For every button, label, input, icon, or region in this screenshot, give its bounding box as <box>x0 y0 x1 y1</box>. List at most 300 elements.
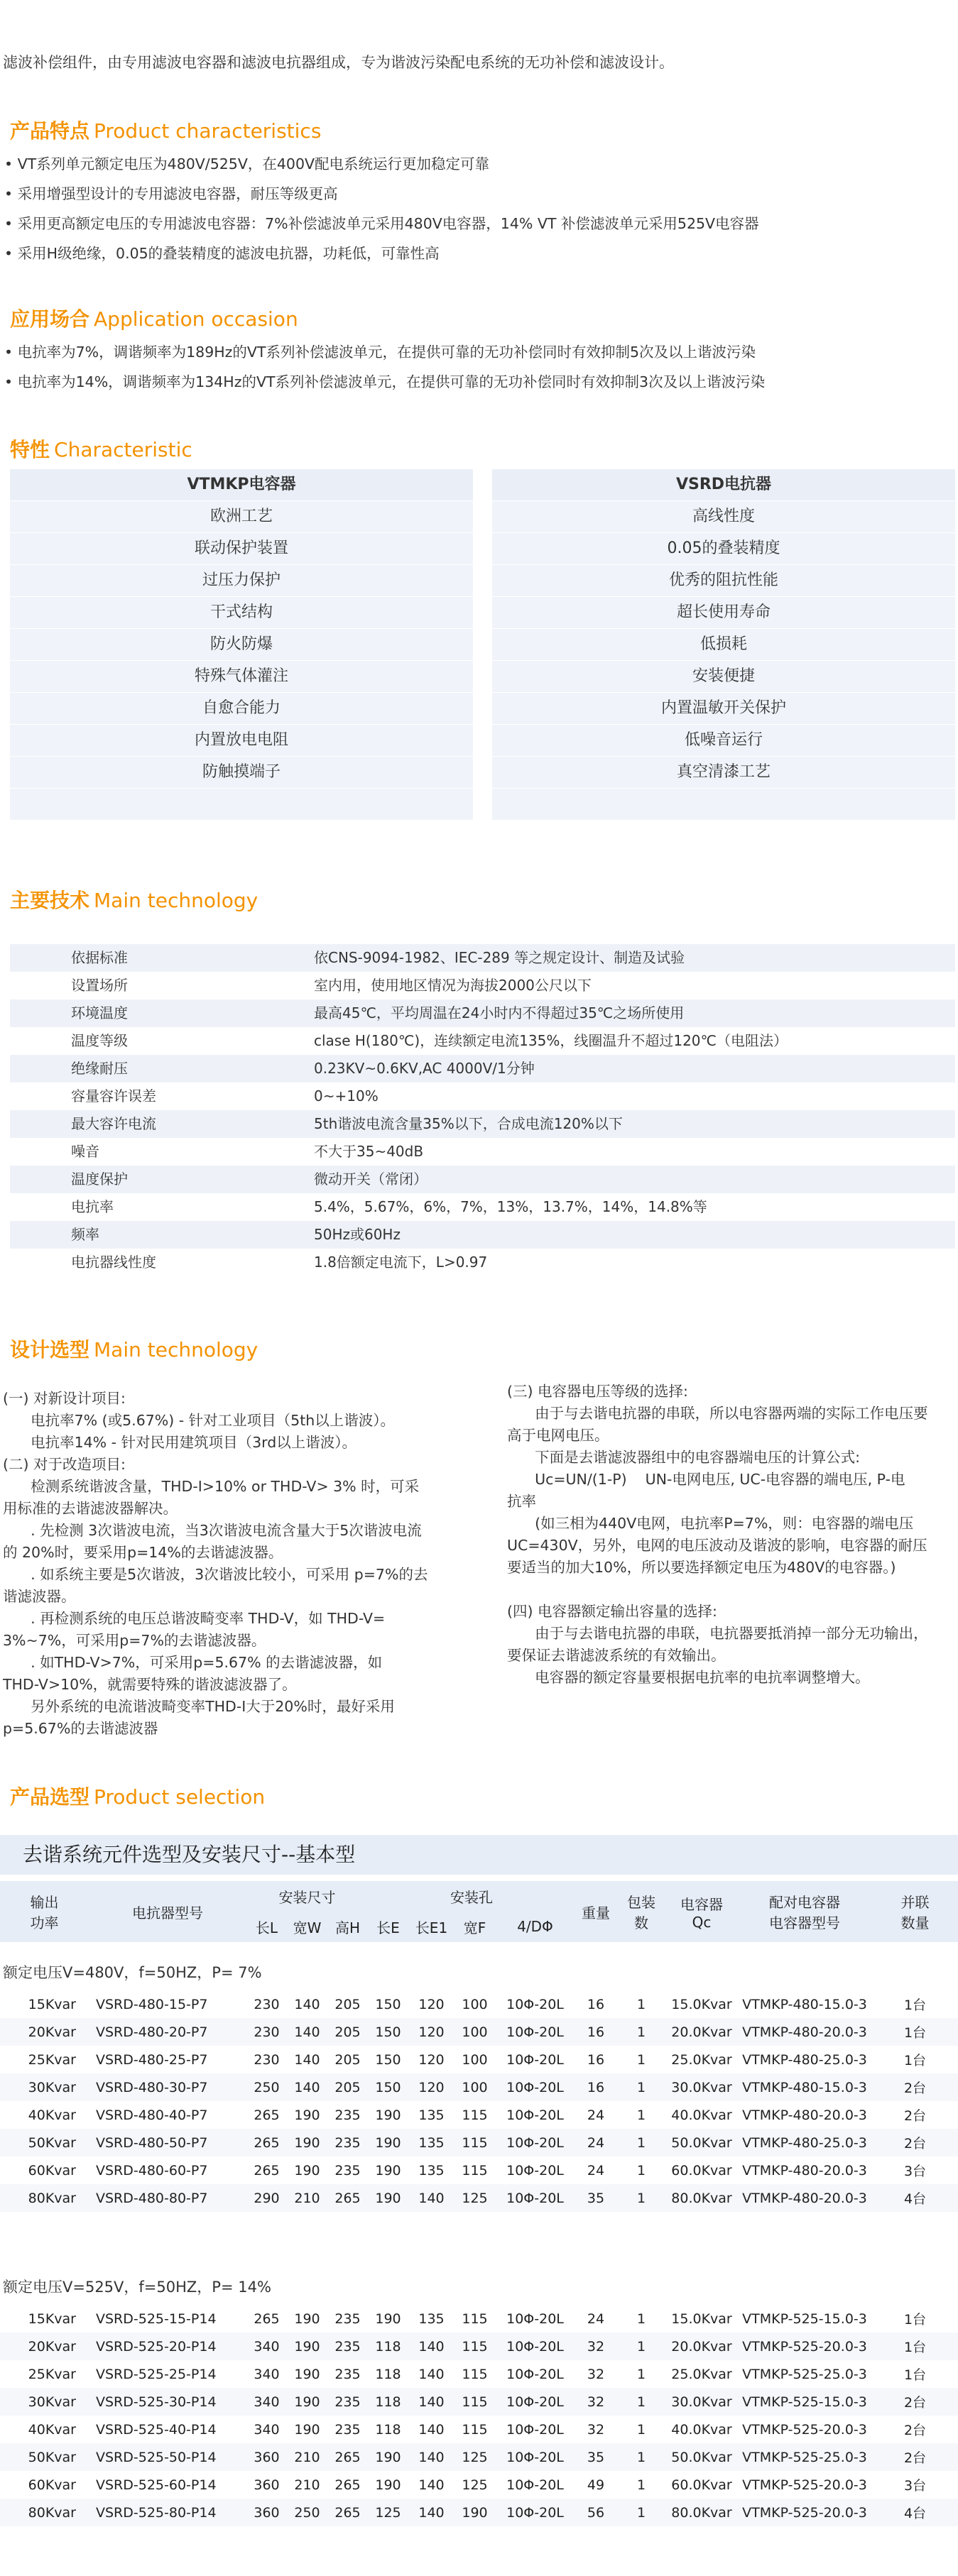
list-item: • 采用增强型设计的专用滤波电容器，耐压等级更高 <box>4 179 759 209</box>
table-cell: 190 <box>368 2129 408 2156</box>
table-cell: 1台 <box>872 2360 958 2388</box>
table-cell: 210 <box>287 2443 327 2471</box>
table-cell: 190 <box>287 2333 327 2360</box>
table-cell: 1 <box>616 2333 666 2360</box>
table-cell: 120 <box>408 1990 454 2018</box>
table-cell: 100 <box>454 2018 495 2046</box>
table-cell: 24 <box>575 2101 616 2129</box>
table-cell: VTMKP-525-15.0-3 <box>737 2388 872 2416</box>
table-cell: 290 <box>246 2184 287 2212</box>
header-cap-model: 配对电容器 电容器型号 <box>737 1881 872 1942</box>
main-tech-title-en: Main technology <box>94 889 258 912</box>
table-cell: 35 <box>575 2443 616 2471</box>
table-cell: 360 <box>246 2499 287 2526</box>
table-row <box>0 2018 958 2046</box>
features-title-en: Product characteristics <box>94 119 322 143</box>
spec-value: 室内用，使用地区情况为海拔2000公尺以下 <box>314 977 592 994</box>
spec-value: 50Hz或60Hz <box>314 1226 401 1243</box>
main-tech-title-cn: 主要技术 <box>10 889 90 912</box>
table-cell: VSRD-525-50-P14 <box>89 2443 246 2471</box>
table-cell: VSRD-480-30-P7 <box>89 2073 246 2101</box>
table-cell: 10Φ-20L <box>495 2360 575 2388</box>
table-cell: 2台 <box>872 2388 958 2416</box>
table-row <box>10 972 955 999</box>
table-cell: 2台 <box>872 2101 958 2129</box>
design-line: . 再检测系统的电压总谐波畸变率 THD-V，如 THD-V= <box>3 1610 386 1627</box>
reactor-head: VSRD电抗器 <box>492 469 955 500</box>
table-cell: 10Φ-20L <box>495 2184 575 2212</box>
table-row <box>0 2471 958 2499</box>
table-cell: 190 <box>454 2499 495 2526</box>
design-line <box>507 1579 928 1601</box>
table-cell: 40.0Kvar <box>666 2416 737 2443</box>
spec-value: 5.4%，5.67%，6%，7%，13%，13.7%，14%，14.8%等 <box>314 1198 707 1215</box>
spec-value: 1.8倍额定电流下，L>0.97 <box>314 1254 488 1271</box>
table-cell: 140 <box>408 2388 454 2416</box>
table-cell: 265 <box>246 2101 287 2129</box>
table-cell: 10Φ-20L <box>495 2499 575 2526</box>
table-cell: 120 <box>408 2046 454 2073</box>
table-cell: 140 <box>408 2416 454 2443</box>
table-cell: VTMKP-480-15.0-3 <box>737 1990 872 2018</box>
design-line: (三) 电容器电压等级的选择: <box>507 1383 688 1400</box>
table-cell: VSRD-525-60-P14 <box>89 2471 246 2499</box>
design-line: p=5.67%的去谐滤波器 <box>3 1720 158 1737</box>
table-cell: 115 <box>454 2129 495 2156</box>
spec-value: 依CNS-9094-1982、IEC-289 等之规定设计、制造及试验 <box>314 949 685 966</box>
design-line: 电容器的额定容量要根据电抗率的电抗率调整增大。 <box>507 1669 870 1686</box>
table-cell: 125 <box>454 2471 495 2499</box>
table-cell: 135 <box>408 2101 454 2129</box>
spec-key: 最大容许电流 <box>71 1115 156 1132</box>
header-pack: 包装 数 <box>616 1881 666 1942</box>
table-row <box>10 1055 955 1083</box>
table-cell: 10Φ-20L <box>495 1990 575 2018</box>
spec-key: 容量容许误差 <box>71 1087 156 1105</box>
spec-key: 依据标准 <box>71 949 128 966</box>
capacitor-column <box>10 469 473 821</box>
table-row: 欧洲工艺 <box>10 501 473 532</box>
table-cell: 235 <box>327 2305 368 2333</box>
table-cell: 140 <box>408 2360 454 2388</box>
design-line: 由于与去谐电抗器的串联，电抗器要抵消掉一部分无功输出， <box>507 1625 928 1642</box>
table-cell: VSRD-525-80-P14 <box>89 2499 246 2526</box>
table-cell: VTMKP-525-20.0-3 <box>737 2416 872 2443</box>
spec-key: 频率 <box>71 1226 99 1243</box>
table-cell: 1 <box>616 2471 666 2499</box>
spec-value: 0~+10% <box>314 1087 379 1105</box>
table-cell: 24 <box>575 2129 616 2156</box>
table-cell: 115 <box>454 2416 495 2443</box>
table-cell: VSRD-480-50-P7 <box>89 2129 246 2156</box>
header-qc: 电容器 Qc <box>666 1881 737 1942</box>
table-cell: 140 <box>408 2471 454 2499</box>
characteristic-table <box>10 469 955 824</box>
spec-key: 电抗率 <box>71 1198 114 1215</box>
table-cell: 340 <box>246 2360 287 2388</box>
table-cell: 205 <box>327 2018 368 2046</box>
main-tech-table <box>10 944 955 1276</box>
table-cell: 40Kvar <box>0 2416 89 2443</box>
table-cell: 100 <box>454 1990 495 2018</box>
table-cell: VSRD-480-60-P7 <box>89 2156 246 2184</box>
application-list <box>4 337 765 397</box>
header-W: 宽W <box>287 1911 327 1942</box>
table-row <box>0 2073 958 2101</box>
table-row <box>10 1193 955 1221</box>
table-cell: 150 <box>368 2018 408 2046</box>
table-cell: 265 <box>327 2184 368 2212</box>
header-L: 长L <box>246 1911 287 1942</box>
design-line: . 如系统主要是5次谐波，3次谐波比较小，可采用 p=7%的去 <box>3 1566 428 1583</box>
table-cell: 35 <box>575 2184 616 2212</box>
design-line: 电抗率14% - 针对民用建筑项目（3rd以上谐波）。 <box>3 1434 356 1451</box>
table-cell: 235 <box>327 2388 368 2416</box>
table-cell: 235 <box>327 2101 368 2129</box>
table-row: 安装便捷 <box>492 661 955 692</box>
table-cell: 10Φ-20L <box>495 2471 575 2499</box>
table-cell: 16 <box>575 2018 616 2046</box>
selection-title <box>10 1782 265 1810</box>
table-cell: 10Φ-20L <box>495 2443 575 2471</box>
table-cell: 210 <box>287 2471 327 2499</box>
table-cell: 1 <box>616 2499 666 2526</box>
application-title <box>10 304 298 332</box>
table-cell: VSRD-480-15-P7 <box>89 1990 246 2018</box>
table-cell: 235 <box>327 2156 368 2184</box>
table-row <box>0 2499 958 2526</box>
design-line: 检测系统谐波含量，THD-I>10% or THD-V> 3% 时，可采 <box>3 1478 420 1495</box>
table-cell: 10Φ-20L <box>495 2388 575 2416</box>
table-cell: 190 <box>368 2443 408 2471</box>
table-cell: 340 <box>246 2388 287 2416</box>
design-line: 的 20%时，要采用p=14%的去谐滤波器。 <box>3 1544 283 1561</box>
list-item: • 采用更高额定电压的专用滤波电容器：7%补偿滤波单元采用480V电容器，14% VT 补偿滤波单元采用525V电容器 <box>4 209 759 239</box>
table-cell: 1 <box>616 2416 666 2443</box>
table-row <box>0 2388 958 2416</box>
table-row: 特殊气体灌注 <box>10 661 473 692</box>
selection-table-480 <box>0 1990 958 2212</box>
table-row <box>0 2046 958 2073</box>
table-cell: 250 <box>287 2499 327 2526</box>
table-cell: 10Φ-20L <box>495 2305 575 2333</box>
table-cell: 80.0Kvar <box>666 2184 737 2212</box>
design-line: 抗率 <box>507 1493 536 1510</box>
table-cell: 135 <box>408 2156 454 2184</box>
spec-key: 绝缘耐压 <box>71 1060 128 1077</box>
table-row <box>0 2184 958 2212</box>
table-cell: VTMKP-525-20.0-3 <box>737 2333 872 2360</box>
table-cell: 10Φ-20L <box>495 2129 575 2156</box>
table-cell: 115 <box>454 2101 495 2129</box>
table-cell: 20Kvar <box>0 2333 89 2360</box>
table-cell: 25Kvar <box>0 2360 89 2388</box>
table-cell: 140 <box>408 2333 454 2360</box>
table-cell: 4台 <box>872 2184 958 2212</box>
table-row: 干式结构 <box>10 597 473 628</box>
table-cell: VTMKP-480-20.0-3 <box>737 2018 872 2046</box>
table-cell: 190 <box>368 2156 408 2184</box>
table-cell: 115 <box>454 2388 495 2416</box>
table-cell: 3台 <box>872 2156 958 2184</box>
design-line: (一) 对新设计项目: <box>3 1390 126 1407</box>
table-cell: 10Φ-20L <box>495 2156 575 2184</box>
table-row: 内置温敏开关保护 <box>492 693 955 724</box>
table-cell: VTMKP-480-20.0-3 <box>737 2156 872 2184</box>
list-item: • 电抗率为14%，调谐频率为134Hz的VT系列补偿滤波单元，在提供可靠的无功补偿同时有效抑制3次及以上谐波污染 <box>4 367 765 397</box>
design-line: UC=430V，另外，电网的电压波动及谐波的影响，电容器的耐压 <box>507 1537 927 1554</box>
table-cell: 140 <box>287 2073 327 2101</box>
table-row: 内置放电电阻 <box>10 725 473 756</box>
table-row <box>10 1110 955 1138</box>
table-row <box>0 2416 958 2443</box>
table-cell: 125 <box>454 2443 495 2471</box>
table-cell: 250 <box>246 2073 287 2101</box>
table-row <box>10 1083 955 1110</box>
design-right-text <box>507 1381 928 1689</box>
table-row <box>10 1027 955 1055</box>
table-cell: 135 <box>408 2305 454 2333</box>
table-cell: 120 <box>408 2018 454 2046</box>
design-title-en: Main technology <box>94 1338 258 1361</box>
list-item: • 采用H级绝缘，0.05的叠装精度的滤波电抗器，功耗低，可靠性高 <box>4 239 759 268</box>
table-cell: 80Kvar <box>0 2184 89 2212</box>
table-cell: 140 <box>408 2184 454 2212</box>
characteristic-title-cn: 特性 <box>10 438 50 461</box>
table-cell: VSRD-480-20-P7 <box>89 2018 246 2046</box>
table-row <box>10 1138 955 1166</box>
table-cell: 340 <box>246 2333 287 2360</box>
table-cell: 2台 <box>872 2416 958 2443</box>
table-cell: 100 <box>454 2046 495 2073</box>
design-title <box>10 1334 258 1363</box>
table-cell: 25.0Kvar <box>666 2360 737 2388</box>
table-cell: VSRD-525-25-P14 <box>89 2360 246 2388</box>
table-cell: 10Φ-20L <box>495 2018 575 2046</box>
table-cell: VTMKP-525-25.0-3 <box>737 2360 872 2388</box>
table-row <box>0 2333 958 2360</box>
table-cell: 235 <box>327 2129 368 2156</box>
spec-key: 噪音 <box>71 1143 99 1160</box>
table-cell: 50Kvar <box>0 2129 89 2156</box>
header-install-size: 安装尺寸 <box>246 1881 368 1911</box>
features-list <box>4 149 759 268</box>
spec-key: 温度等级 <box>71 1032 128 1049</box>
table-cell: 125 <box>368 2499 408 2526</box>
table-cell: VSRD-525-20-P14 <box>89 2333 246 2360</box>
table-cell: 115 <box>454 2360 495 2388</box>
table-cell: 140 <box>287 2046 327 2073</box>
spec-key: 温度保护 <box>71 1171 128 1188</box>
table-cell: VTMKP-480-15.0-3 <box>737 2073 872 2101</box>
table-cell: VTMKP-480-25.0-3 <box>737 2046 872 2073</box>
table-cell: 190 <box>368 2471 408 2499</box>
table-cell: 1 <box>616 2101 666 2129</box>
table-cell: 1台 <box>872 2333 958 2360</box>
table-cell: 118 <box>368 2333 408 2360</box>
table-cell: 20Kvar <box>0 2018 89 2046</box>
design-line: 谐滤波器。 <box>3 1588 76 1605</box>
table-cell: 190 <box>287 2305 327 2333</box>
table-row: 防触摸端子 <box>10 757 473 788</box>
table-cell: 1 <box>616 1990 666 2018</box>
design-line: 要适当的加大10%，所以要选择额定电压为480V的电容器。) <box>507 1559 896 1576</box>
table-cell: 10Φ-20L <box>495 2046 575 2073</box>
table-cell: 150 <box>368 1990 408 2018</box>
table-cell: VTMKP-480-25.0-3 <box>737 2129 872 2156</box>
table-cell: 10Φ-20L <box>495 2416 575 2443</box>
table-cell: 20.0Kvar <box>666 2018 737 2046</box>
table-cell: 135 <box>408 2129 454 2156</box>
table-row <box>492 789 955 820</box>
table-row <box>0 1990 958 2018</box>
table-cell: 2台 <box>872 2129 958 2156</box>
design-line: (如三相为440V电网，电抗率P=7%，则：电容器的端电压 <box>507 1515 914 1532</box>
selection-table-header <box>0 1881 958 1942</box>
table-row <box>0 2129 958 2156</box>
table-row <box>10 1249 955 1276</box>
table-row: 超长使用寿命 <box>492 597 955 628</box>
table-cell: 1 <box>616 2073 666 2101</box>
table-cell: 140 <box>408 2499 454 2526</box>
spec-value: 最高45℃，平均周温在24小时内不得超过35℃之场所使用 <box>314 1004 685 1021</box>
selection-title-en: Product selection <box>94 1785 266 1809</box>
design-line: THD-V>10%，就需要特殊的谐波滤波器了。 <box>3 1676 297 1693</box>
table-cell: 1 <box>616 2443 666 2471</box>
table-cell: 1台 <box>872 1990 958 2018</box>
table-row <box>0 2101 958 2129</box>
table-cell: 115 <box>454 2156 495 2184</box>
table-row: 高线性度 <box>492 501 955 532</box>
table-cell: 30Kvar <box>0 2073 89 2101</box>
table-cell: 205 <box>327 2046 368 2073</box>
table-cell: 190 <box>368 2101 408 2129</box>
group-label-525: 额定电压V=525V，f=50HZ，P= 14% <box>3 2279 271 2296</box>
table-cell: 30.0Kvar <box>666 2388 737 2416</box>
design-line: (二) 对于改造项目: <box>3 1456 126 1473</box>
design-line: 要保证去谐滤波系统的有效输出。 <box>507 1647 726 1664</box>
table-cell: 20.0Kvar <box>666 2333 737 2360</box>
table-cell: 80.0Kvar <box>666 2499 737 2526</box>
table-cell: 190 <box>287 2156 327 2184</box>
table-cell: 190 <box>368 2184 408 2212</box>
table-cell: 1 <box>616 2184 666 2212</box>
characteristic-title <box>10 434 192 463</box>
table-cell: 265 <box>327 2443 368 2471</box>
table-cell: 1 <box>616 2305 666 2333</box>
table-row <box>0 2360 958 2388</box>
design-line: 另外系统的电流谐波畸变率THD-I大于20%时，最好采用 <box>3 1698 395 1715</box>
characteristic-title-en: Characteristic <box>54 438 192 461</box>
table-cell: VSRD-480-80-P7 <box>89 2184 246 2212</box>
table-cell: 16 <box>575 2073 616 2101</box>
features-title <box>10 116 321 144</box>
table-cell: 235 <box>327 2333 368 2360</box>
table-row <box>0 2305 958 2333</box>
spec-key: 环境温度 <box>71 1004 128 1021</box>
spec-value: 5th谐波电流含量35%以下，合成电流120%以下 <box>314 1115 623 1132</box>
table-cell: 15.0Kvar <box>666 1990 737 2018</box>
table-cell: 30.0Kvar <box>666 2073 737 2101</box>
table-cell: 50.0Kvar <box>666 2443 737 2471</box>
design-line: 高于电网电压。 <box>507 1427 609 1444</box>
table-cell: 60.0Kvar <box>666 2471 737 2499</box>
table-row: 0.05的叠装精度 <box>492 533 955 564</box>
table-cell: 1台 <box>872 2018 958 2046</box>
table-cell: 2台 <box>872 2443 958 2471</box>
intro-text: 滤波补偿组件，由专用滤波电容器和滤波电抗器组成，专为谐波污染配电系统的无功补偿和滤波设计。 <box>3 54 674 71</box>
header-model: 电抗器型号 <box>89 1881 246 1942</box>
table-cell: 118 <box>368 2360 408 2388</box>
table-cell: 190 <box>287 2101 327 2129</box>
table-cell: VSRD-480-25-P7 <box>89 2046 246 2073</box>
table-row: 自愈合能力 <box>10 693 473 724</box>
application-title-en: Application occasion <box>94 307 298 331</box>
table-cell: 3台 <box>872 2471 958 2499</box>
table-cell: 1 <box>616 2156 666 2184</box>
table-cell: 25Kvar <box>0 2046 89 2073</box>
table-cell: 118 <box>368 2416 408 2443</box>
design-line: Uc=UN/(1-P) UN-电网电压, UC-电容器的端电压, P-电 <box>507 1471 905 1488</box>
table-cell: 40.0Kvar <box>666 2101 737 2129</box>
table-cell: 25.0Kvar <box>666 2046 737 2073</box>
design-line: 3%~7%，可采用p=7%的去谐滤波器。 <box>3 1632 266 1649</box>
table-cell: 32 <box>575 2360 616 2388</box>
table-cell: 265 <box>246 2305 287 2333</box>
table-cell: 1台 <box>872 2305 958 2333</box>
table-cell: VTMKP-480-20.0-3 <box>737 2101 872 2129</box>
table-cell: 1 <box>616 2046 666 2073</box>
table-cell: 118 <box>368 2388 408 2416</box>
table-cell: 60.0Kvar <box>666 2156 737 2184</box>
table-cell: 24 <box>575 2305 616 2333</box>
table-cell: VTMKP-525-15.0-3 <box>737 2305 872 2333</box>
table-cell: 15Kvar <box>0 2305 89 2333</box>
table-cell: 32 <box>575 2416 616 2443</box>
group-label-480: 额定电压V=480V，f=50HZ，P= 7% <box>3 1964 262 1981</box>
table-cell: 265 <box>327 2471 368 2499</box>
table-cell: VTMKP-525-25.0-3 <box>737 2443 872 2471</box>
table-row: 联动保护装置 <box>10 533 473 564</box>
table-cell: 140 <box>287 1990 327 2018</box>
table-cell: 24 <box>575 2156 616 2184</box>
reactor-column <box>492 469 955 821</box>
table-cell: VSRD-525-30-P14 <box>89 2388 246 2416</box>
table-cell: 190 <box>287 2129 327 2156</box>
features-title-cn: 产品特点 <box>10 119 90 143</box>
design-line: 用标准的去谐滤波器解决。 <box>3 1500 178 1517</box>
table-cell: 40Kvar <box>0 2101 89 2129</box>
table-cell: 50.0Kvar <box>666 2129 737 2156</box>
table-cell: 2台 <box>872 2073 958 2101</box>
table-cell: 205 <box>327 2073 368 2101</box>
design-line: . 如THD-V>7%，可采用p=5.67% 的去谐滤波器，如 <box>3 1654 383 1671</box>
header-install-hole: 安装孔 <box>368 1881 575 1911</box>
table-cell: 120 <box>408 2073 454 2101</box>
table-cell: 265 <box>327 2499 368 2526</box>
table-row <box>10 944 955 972</box>
table-cell: 230 <box>246 2046 287 2073</box>
table-row <box>10 1221 955 1249</box>
design-line: (四) 电容器额定输出容量的选择: <box>507 1603 717 1620</box>
table-cell: 30Kvar <box>0 2388 89 2416</box>
table-row: 过压力保护 <box>10 565 473 596</box>
spec-value: clase H(180℃)，连续额定电流135%，线圈温升不超过120℃（电阻法） <box>314 1032 788 1049</box>
table-cell: 265 <box>246 2129 287 2156</box>
list-item: • 电抗率为7%，调谐频率为189Hz的VT系列补偿滤波单元，在提供可靠的无功补偿同时有效抑制5次及以上谐波污染 <box>4 337 765 367</box>
table-row <box>10 789 473 820</box>
design-title-cn: 设计选型 <box>10 1338 90 1361</box>
